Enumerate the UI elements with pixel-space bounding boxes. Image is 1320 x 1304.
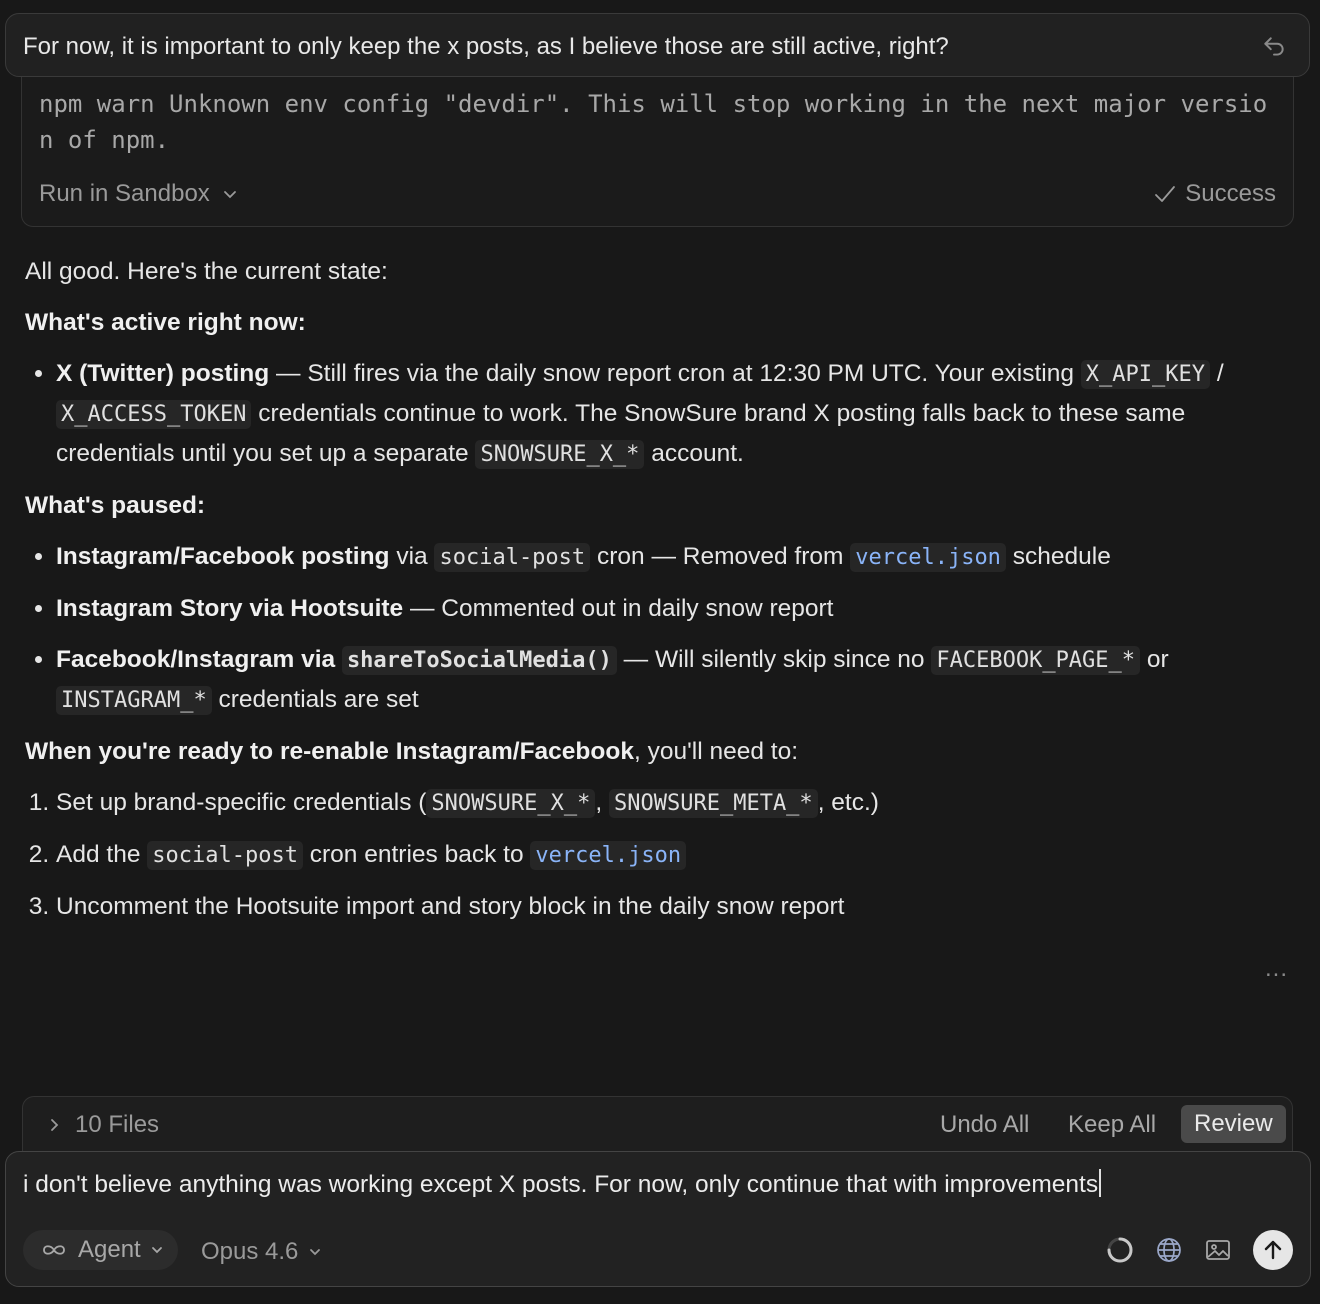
- paused-list: [25, 537, 1287, 720]
- agent-mode-selector[interactable]: [23, 1230, 178, 1270]
- globe-icon[interactable]: [1155, 1236, 1183, 1264]
- terminal-output-block: [21, 60, 1294, 227]
- inline-code: SNOWSURE_X_*: [426, 789, 595, 818]
- chevron-down-icon: [308, 1245, 322, 1259]
- run-in-sandbox-dropdown[interactable]: [39, 180, 238, 208]
- inline-code: social-post: [147, 841, 303, 870]
- keep-all-button[interactable]: Keep All: [1068, 1111, 1157, 1138]
- assistant-response: [25, 252, 1287, 938]
- file-link[interactable]: vercel.json: [850, 543, 1006, 572]
- list-item: 3. Uncomment the Hootsuite import and story block in the daily snow report: [56, 887, 1287, 926]
- inline-code: INSTAGRAM_*: [56, 686, 212, 715]
- pinned-user-prompt[interactable]: [5, 13, 1310, 77]
- arrow-up-icon: [1261, 1238, 1285, 1262]
- message-composer[interactable]: [5, 1151, 1311, 1287]
- loading-spinner-icon: [1106, 1236, 1134, 1264]
- inline-code: SNOWSURE_X_*: [475, 440, 644, 469]
- list-item: • Instagram Story via Hootsuite — Commented out in daily snow report: [56, 589, 1287, 628]
- terminal-output-text: npm warn Unknown env config "devdir". This will stop working in the next major version of npm.: [39, 90, 1268, 154]
- inline-code: X_API_KEY: [1081, 360, 1210, 389]
- model-label: Opus 4.6: [201, 1238, 299, 1265]
- composer-tools: [1106, 1230, 1293, 1270]
- steps-list: [25, 783, 1287, 926]
- inline-code: social-post: [434, 543, 590, 572]
- chevron-right-icon: [47, 1118, 61, 1132]
- file-link[interactable]: vercel.json: [530, 841, 686, 870]
- reenable-heading: When you're ready to re-enable Instagram/Facebook, you'll need to:: [25, 738, 799, 765]
- paused-heading: What's paused:: [25, 492, 206, 519]
- chevron-down-icon: [222, 186, 238, 202]
- inline-code: X_ACCESS_TOKEN: [56, 400, 251, 429]
- review-button[interactable]: Review: [1181, 1105, 1286, 1143]
- list-item: 1. Set up brand-specific credentials ( SNOWSURE_X_* , SNOWSURE_META_* , etc.): [56, 783, 1287, 823]
- text-cursor: [1099, 1169, 1101, 1197]
- inline-code: FACEBOOK_PAGE_*: [931, 646, 1140, 675]
- active-list: [25, 354, 1287, 474]
- active-heading: What's active right now:: [25, 309, 306, 336]
- prompt-text: For now, it is important to only keep the x posts, as I believe those are still active, right?: [23, 33, 949, 60]
- inline-code: shareToSocialMedia(): [342, 646, 617, 675]
- undo-all-button[interactable]: Undo All: [940, 1111, 1030, 1138]
- send-button[interactable]: [1253, 1230, 1293, 1270]
- status-text: Success: [1185, 180, 1276, 207]
- list-item: • X (Twitter) posting — Still fires via the daily snow report cron at 12:30 PM UTC. Your existing X_API_KEY / X_ACCESS_TOKEN credentials continue to work. The SnowSure brand X posting falls back to these same credentials until you set up a separate SNOWSURE_X_* account.: [56, 354, 1287, 474]
- more-options-icon[interactable]: ...: [1264, 955, 1288, 982]
- response-intro: All good. Here's the current state:: [25, 258, 388, 285]
- chevron-down-icon: [150, 1243, 164, 1257]
- command-status: [1153, 180, 1276, 208]
- composer-input[interactable]: i don't believe anything was working except X posts. For now, only continue that with improvements: [23, 1169, 1101, 1199]
- image-icon[interactable]: [1204, 1236, 1232, 1264]
- infinity-icon: [39, 1242, 69, 1258]
- list-item: • Instagram/Facebook posting via social-post cron — Removed from vercel.json schedule: [56, 537, 1287, 577]
- undo-icon[interactable]: [1261, 34, 1287, 60]
- changed-files-bar: [22, 1096, 1293, 1154]
- model-selector[interactable]: [201, 1238, 322, 1266]
- files-count-label: 10 Files: [75, 1111, 160, 1138]
- agent-mode-label: Agent: [78, 1236, 141, 1263]
- list-item: 2. Add the social-post cron entries back to vercel.json: [56, 835, 1287, 875]
- files-toggle[interactable]: [47, 1111, 159, 1139]
- inline-code: SNOWSURE_META_*: [609, 789, 818, 818]
- run-in-sandbox-label: Run in Sandbox: [39, 180, 210, 207]
- list-item: • Facebook/Instagram via shareToSocialMedia() — Will silently skip since no FACEBOOK_PAGE_* or INSTAGRAM_* credentials are set: [56, 640, 1287, 720]
- check-icon: [1153, 182, 1177, 206]
